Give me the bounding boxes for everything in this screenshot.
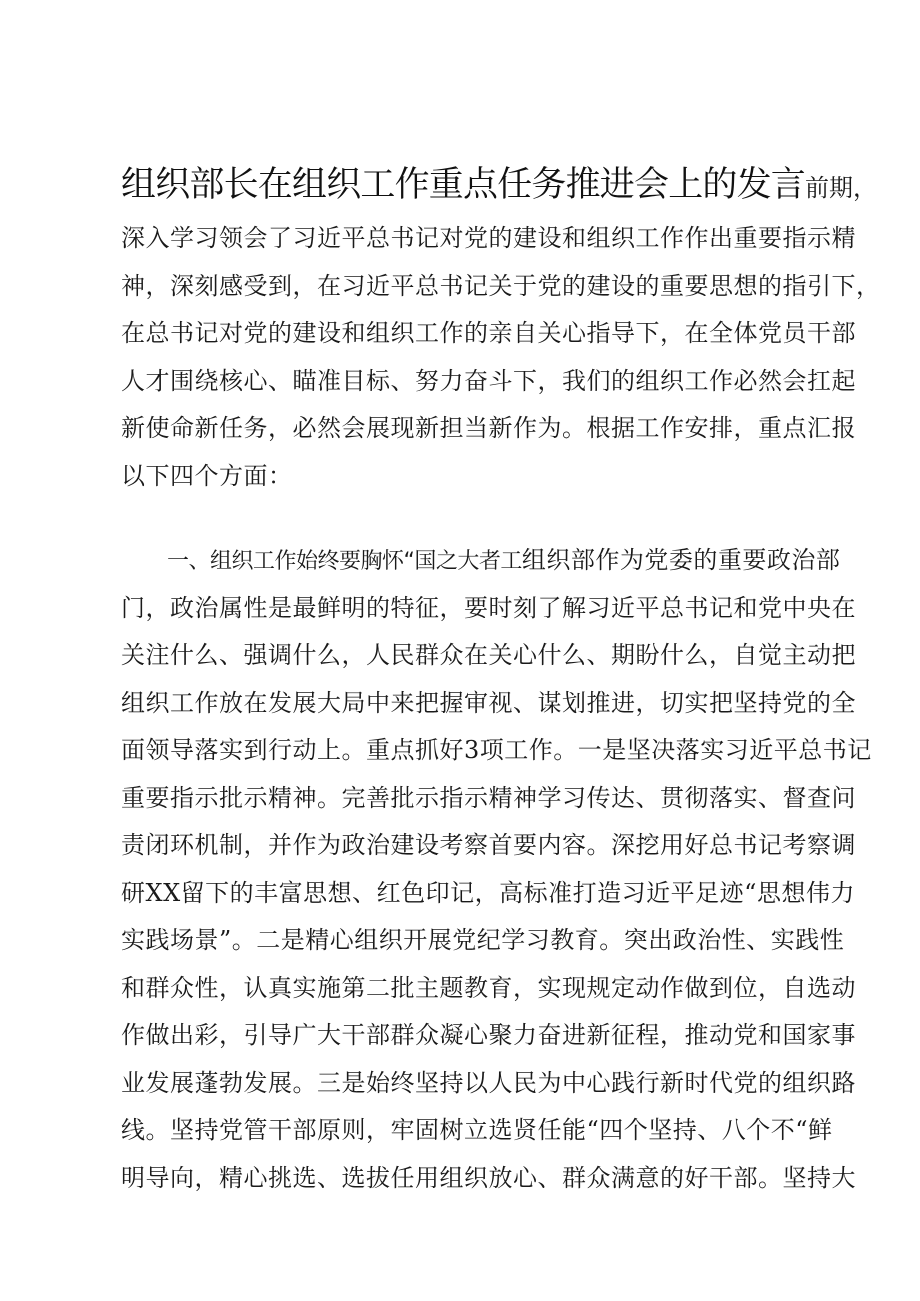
document-body bbox=[121, 155, 881, 1202]
paragraph-line: 面领导落实到行动上。重点抓好3项工作。一是坚决落实习近平总书记 bbox=[121, 736, 872, 764]
document-title: 组织部长在组织工作重点任务推进会上的发言 bbox=[121, 165, 806, 205]
intro-opening: 前期， bbox=[805, 174, 878, 202]
paragraph-line: 作做出彩，引导广大干部群众凝心聚力奋进新征程，推动党和国家事 bbox=[121, 1021, 856, 1049]
paragraph-line: 和群众性，认真实施第二批主题教育，实现规定动作做到位，自选动 bbox=[121, 973, 856, 1002]
intro-line: 神，深刻感受到，在习近平总书记关于党的建设的重要思想的指引下， bbox=[121, 271, 881, 300]
paragraph-line: 重要指示批示精神。完善批示指示精神学习传达、贯彻落实、督查问 bbox=[121, 783, 856, 812]
paragraph-line: 业发展蓬勃发展。三是始终坚持以人民为中心践行新时代党的组织路 bbox=[121, 1068, 856, 1097]
intro-line: 深入学习领会了习近平总书记对党的建设和组织工作作出重要指示精 bbox=[121, 224, 856, 252]
paragraph-line: 门，政治属性是最鲜明的特征，要时刻了解习近平总书记和党中央在 bbox=[121, 593, 856, 622]
paragraph-line: 线。坚持党管干部原则，牢固树立选贤任能“四个坚持、八个不“鲜 bbox=[121, 1116, 833, 1144]
title-line bbox=[121, 155, 878, 215]
paragraph-line: 关注什么、强调什么，人民群众在关心什么、期盼什么，自觉主动把 bbox=[121, 641, 856, 669]
intro-line: 在总书记对党的建设和组织工作的亲自关心指导下，在全体党员干部 bbox=[121, 319, 856, 347]
intro-line: 以下四个方面： bbox=[121, 461, 293, 490]
paragraph-gap bbox=[121, 500, 821, 537]
paragraph-line: 实践场景”。二是精心组织开展党纪学习教育。突出政治性、实践性 bbox=[121, 926, 845, 954]
section-first-line bbox=[121, 537, 841, 585]
intro-line: 人才围绕核心、瞄准目标、努力奋斗下，我们的组织工作必然会扛起 bbox=[121, 366, 856, 395]
paragraph-line: 研XX留下的丰富思想、红色印记，高标准打造习近平足迹“思想伟力 bbox=[121, 878, 855, 907]
paragraph-line: 明导向，精心挑选、选拔任用组织放心、群众满意的好干部。坚持大 bbox=[121, 1163, 856, 1192]
section-heading: 一、组织工作始终要胸怀“国之大者工 bbox=[167, 549, 522, 574]
section-opening: 组织部作为党委的重要政治部 bbox=[521, 546, 841, 574]
intro-line: 新使命新任务，必然会展现新担当新作为。根据工作安排，重点汇报 bbox=[121, 414, 856, 442]
paragraph-line: 责闭环机制，并作为政治建设考察首要内容。深挖用好总书记考察调 bbox=[121, 831, 856, 859]
paragraph-line: 组织工作放在发展大局中来把握审视、谋划推进，切实把坚持党的全 bbox=[121, 688, 856, 717]
